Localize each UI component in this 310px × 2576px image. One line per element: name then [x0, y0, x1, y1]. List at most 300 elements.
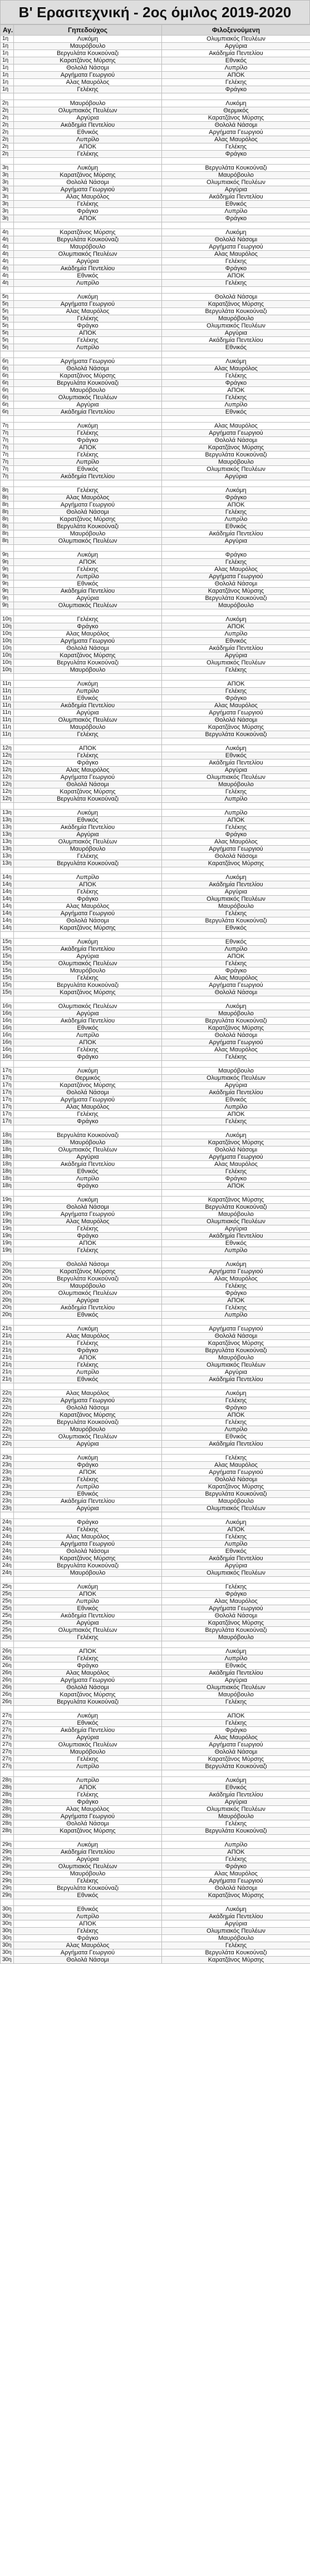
home-team-cell: Καρατζάνος Μύρσης [14, 1412, 162, 1419]
home-team-cell: Γελέκης [14, 1225, 162, 1233]
fixtures-table-head [1, 25, 310, 36]
round-cell: 23η [1, 1469, 14, 1476]
fixture-row [1, 179, 310, 186]
fixture-row [1, 1275, 310, 1283]
away-team-cell: Λυπρίλο [162, 1312, 310, 1319]
round-spacer-row [1, 416, 310, 423]
home-team-cell: Ακάδημία Πεντελίου [14, 1498, 162, 1505]
home-team-cell: Ολυμπιακός Πευλέων [14, 960, 162, 967]
home-team-cell: Ολυμπιακός Πευλέων [14, 1146, 162, 1154]
fixture-row [1, 1068, 310, 1075]
home-team-cell: Λυπρίλο [14, 280, 162, 287]
home-team-cell: Αργύρια [14, 1856, 162, 1863]
away-team-cell: Γελέκης [162, 688, 310, 695]
round-cell: 30η [1, 1949, 14, 1957]
away-team-cell: Εθνικός [162, 1662, 310, 1670]
round-cell: 9η [1, 588, 14, 595]
fixture-row [1, 523, 310, 530]
away-team-cell: Εθνικός [162, 344, 310, 351]
fixture-row [1, 982, 310, 989]
fixture-row [1, 1691, 310, 1699]
away-team-cell: Μαυρόβουλο [162, 1935, 310, 1942]
home-team-cell: Λυκόμη [14, 681, 162, 688]
fixture-row [1, 1225, 310, 1233]
spacer-cell [14, 416, 162, 423]
home-team-cell: Ολυμπιακός Πευλέων [14, 394, 162, 401]
away-team-cell: Γελέκης [162, 1419, 310, 1426]
away-team-cell: Καρατζάνος Μύρσης [162, 1620, 310, 1627]
home-team-cell: Λυπρίλο [14, 1175, 162, 1183]
away-team-cell: Αργήματα Γεωργιού [162, 982, 310, 989]
home-team-cell: Ακάδημία Πεντελίου [14, 824, 162, 831]
round-cell: 22η [1, 1397, 14, 1404]
fixture-row [1, 165, 310, 172]
fixture-row [1, 315, 310, 322]
home-team-cell: Ολυμπιακός Πευλέων [14, 251, 162, 258]
away-team-cell: Γελέκης [162, 1054, 310, 1061]
round-cell: 15η [1, 989, 14, 996]
fixture-row [1, 925, 310, 932]
round-cell: 5η [1, 315, 14, 322]
home-team-cell: Βεργυλάτα Κουκούναζι [14, 1885, 162, 1892]
away-team-cell: Φράγκο [162, 967, 310, 975]
home-team-cell: Αλας Μαυρόλος [14, 1533, 162, 1541]
spacer-cell [14, 1190, 162, 1197]
away-team-cell: ΑΠΟΚ [162, 1111, 310, 1118]
away-team-cell: Μαυρόβουλο [162, 172, 310, 179]
round-cell: 20η [1, 1275, 14, 1283]
away-team-cell: Αργύρια [162, 1562, 310, 1570]
home-team-cell: ΑΠΟΚ [14, 1039, 162, 1046]
fixture-row [1, 1591, 310, 1598]
fixture-row [1, 831, 310, 838]
home-team-cell: Καρατζάνος Μύρσης [14, 1828, 162, 1835]
home-team-cell: Γελέκης [14, 1756, 162, 1763]
fixture-row [1, 208, 310, 215]
round-cell: 5η [1, 322, 14, 330]
fixture-row [1, 236, 310, 244]
round-cell: 24η [1, 1533, 14, 1541]
spacer-cell [1, 1448, 14, 1455]
home-team-cell: Εθνικός [14, 1312, 162, 1319]
spacer-cell [14, 738, 162, 745]
away-team-cell: Μαυρόβουλο [162, 459, 310, 466]
round-cell: 14η [1, 874, 14, 881]
home-team-cell: Λυκόμη [14, 552, 162, 559]
home-team-cell: Αργήματα Γεωργιού [14, 72, 162, 79]
away-team-cell: Αργύρια [162, 330, 310, 337]
spacer-cell [1, 674, 14, 681]
round-cell: 28η [1, 1791, 14, 1799]
home-team-cell: Ακάδημία Πεντελίου [14, 1304, 162, 1312]
away-team-cell: Βεργυλάτα Κουκούναζι [162, 1491, 310, 1498]
home-team-cell: Φράγκο [14, 1054, 162, 1061]
away-team-cell: Θολολά Νάσομι [162, 1476, 310, 1483]
round-cell: 19η [1, 1247, 14, 1254]
home-team-cell: Καρατζάνος Μύρσης [14, 925, 162, 932]
fixture-row [1, 258, 310, 265]
round-cell: 10η [1, 638, 14, 645]
round-cell: 5η [1, 337, 14, 344]
spacer-cell [162, 1641, 310, 1648]
away-team-cell: Λυκόμη [162, 358, 310, 365]
fixture-row [1, 1054, 310, 1061]
away-team-cell: Ολυμπιακός Πευλέων [162, 1684, 310, 1691]
round-cell: 8η [1, 538, 14, 545]
home-team-cell: Καρατζάνος Μύρσης [14, 229, 162, 236]
fixture-row [1, 251, 310, 258]
round-cell: 13η [1, 838, 14, 846]
round-spacer-row [1, 222, 310, 229]
fixture-row [1, 953, 310, 960]
fixture-row [1, 1498, 310, 1505]
home-team-cell: Φράγκο [14, 623, 162, 631]
fixture-row [1, 1612, 310, 1620]
fixture-row [1, 1627, 310, 1634]
fixture-row [1, 1326, 310, 1333]
away-team-cell: Ολυμπιακός Πευλέων [162, 179, 310, 186]
home-team-cell: Γελέκης [14, 451, 162, 459]
home-team-cell: Ακάδημία Πεντελίου [14, 1161, 162, 1168]
spacer-cell [14, 867, 162, 874]
away-team-cell: Μαυρόβουλο [162, 781, 310, 788]
away-team-cell: Αλας Μαυρόλος [162, 1870, 310, 1878]
home-team-cell: Βεργυλάτα Κουκούναζι [14, 796, 162, 803]
fixture-row [1, 1526, 310, 1533]
round-spacer-row [1, 545, 310, 552]
away-team-cell: Εθνικός [162, 1433, 310, 1441]
away-team-cell: Αργύρια [162, 767, 310, 774]
home-team-cell: Αργήματα Γεωργιού [14, 186, 162, 193]
fixture-row [1, 1813, 310, 1820]
spacer-cell [1, 480, 14, 487]
away-team-cell: Αλας Μαυρόλος [162, 136, 310, 143]
round-cell: 20η [1, 1283, 14, 1290]
spacer-cell [162, 351, 310, 358]
home-team-cell: Καρατζάνος Μύρσης [14, 57, 162, 64]
away-team-cell: Γελέκης [162, 394, 310, 401]
away-team-cell: Αργύρια [162, 1799, 310, 1806]
round-spacer-row [1, 738, 310, 745]
fixture-row [1, 745, 310, 752]
home-team-cell: Λυκόμη [14, 423, 162, 430]
round-cell: 21η [1, 1369, 14, 1376]
round-cell: 14η [1, 917, 14, 925]
home-team-cell: Λυπρίλο [14, 1369, 162, 1376]
home-team-cell: Λυπρίλο [14, 1763, 162, 1770]
round-cell: 17η [1, 1089, 14, 1096]
fixture-row [1, 688, 310, 695]
home-team-cell: Φράγκο [14, 1935, 162, 1942]
round-cell: 28η [1, 1799, 14, 1806]
fixture-row [1, 709, 310, 717]
away-team-cell: Ακάδημία Πεντελίου [162, 1791, 310, 1799]
fixture-row [1, 530, 310, 538]
away-team-cell: Γελέκης [162, 280, 310, 287]
round-cell: 22η [1, 1404, 14, 1412]
fixture-row [1, 1161, 310, 1168]
fixture-row [1, 1297, 310, 1304]
fixture-row [1, 889, 310, 896]
away-team-cell: Γελέκης [162, 1304, 310, 1312]
away-team-cell: Αργήματα Γεωργιού [162, 1268, 310, 1275]
spacer-cell [1, 1641, 14, 1648]
spacer-cell [162, 1770, 310, 1777]
home-team-cell: Βεργυλάτα Κουκούναζι [14, 1275, 162, 1283]
round-cell: 10η [1, 667, 14, 674]
round-cell: 17η [1, 1111, 14, 1118]
home-team-cell: Θολολά Νάσομι [14, 179, 162, 186]
home-team-cell: Μαυρόβουλο [14, 1570, 162, 1577]
spacer-cell [162, 1125, 310, 1132]
round-cell: 4η [1, 236, 14, 244]
round-cell: 1η [1, 72, 14, 79]
round-cell: 19η [1, 1197, 14, 1204]
fixture-row [1, 1039, 310, 1046]
home-team-cell: Μαυρόβουλο [14, 1749, 162, 1756]
fixture-row [1, 1662, 310, 1670]
round-cell: 4η [1, 229, 14, 236]
home-team-cell: Θολολά Νάσομι [14, 509, 162, 516]
round-cell: 9η [1, 602, 14, 609]
fixture-row [1, 1791, 310, 1799]
fixture-row [1, 1906, 310, 1913]
fixture-row [1, 580, 310, 588]
home-team-cell: Γελέκης [14, 1046, 162, 1054]
home-team-cell: Εθνικός [14, 1491, 162, 1498]
home-team-cell: Αλας Μαυρόλος [14, 1670, 162, 1677]
home-team-cell: Λυκόμη [14, 36, 162, 43]
home-team-cell: Ολυμπιακός Πευλέων [14, 107, 162, 115]
away-team-cell: Φράγκο [162, 1404, 310, 1412]
fixture-row [1, 989, 310, 996]
home-team-cell: Φράγκο [14, 1519, 162, 1526]
home-team-cell: Γελέκης [14, 1111, 162, 1118]
round-cell: 14η [1, 881, 14, 889]
round-spacer-row [1, 351, 310, 358]
fixture-row [1, 107, 310, 115]
fixture-row [1, 502, 310, 509]
home-team-cell: Γελέκης [14, 975, 162, 982]
home-team-cell: Γελέκης [14, 1526, 162, 1533]
away-team-cell: Γελέκης [162, 258, 310, 265]
home-team-cell: Εθνικός [14, 817, 162, 824]
fixture-row [1, 444, 310, 451]
round-cell: 20η [1, 1297, 14, 1304]
away-team-cell: Γελέκης [162, 1820, 310, 1828]
round-spacer-row [1, 1125, 310, 1132]
round-spacer-row [1, 1448, 310, 1455]
away-team-cell: Φράγκο [162, 1175, 310, 1183]
round-cell: 4η [1, 251, 14, 258]
page-title-bar [0, 0, 310, 24]
round-cell: 29η [1, 1870, 14, 1878]
away-team-cell: Καρατζάνος Μύρσης [162, 115, 310, 122]
home-team-cell: Θολολά Νάσομι [14, 1404, 162, 1412]
fixture-row [1, 437, 310, 444]
away-team-cell: Λυπρίλο [162, 946, 310, 953]
round-cell: 27η [1, 1713, 14, 1720]
fixture-row [1, 1928, 310, 1935]
home-team-cell: ΑΠΟΚ [14, 1354, 162, 1362]
away-team-cell: Φράγκο [162, 1863, 310, 1870]
round-cell: 18η [1, 1161, 14, 1168]
home-team-cell: Γελέκης [14, 337, 162, 344]
fixture-row [1, 1806, 310, 1813]
header-row [1, 25, 310, 36]
away-team-cell: Εθνικός [162, 1096, 310, 1104]
fixture-row [1, 1283, 310, 1290]
round-cell: 16η [1, 1010, 14, 1018]
fixture-row [1, 72, 310, 79]
home-team-cell: Λυκόμη [14, 1197, 162, 1204]
home-team-cell: Βεργυλάτα Κουκούναζι [14, 380, 162, 387]
fixture-row [1, 1118, 310, 1125]
fixture-row [1, 423, 310, 430]
round-cell: 11η [1, 731, 14, 738]
round-cell: 12η [1, 788, 14, 796]
home-team-cell: Αργύρια [14, 1620, 162, 1627]
fixture-row [1, 1820, 310, 1828]
round-cell: 8η [1, 516, 14, 523]
away-team-cell: Εθνικός [162, 638, 310, 645]
round-cell: 1η [1, 57, 14, 64]
home-team-cell: Αργύρια [14, 953, 162, 960]
fixture-row [1, 1268, 310, 1275]
spacer-cell [162, 287, 310, 294]
away-team-cell: Αλας Μαυρόλος [162, 1734, 310, 1741]
home-team-cell: Γελέκης [14, 315, 162, 322]
round-cell: 29η [1, 1842, 14, 1849]
away-team-cell: Καρατζάνος Μύρσης [162, 1756, 310, 1763]
away-team-cell: Λυπρίλο [162, 1104, 310, 1111]
round-cell: 3η [1, 201, 14, 208]
away-team-cell: Αργήματα Γεωργιού [162, 709, 310, 717]
round-cell: 28η [1, 1777, 14, 1784]
away-team-cell: Αλας Μαυρόλος [162, 975, 310, 982]
spacer-cell [14, 545, 162, 552]
away-team-cell: Λυπρίλο [162, 1842, 310, 1849]
fixture-row [1, 229, 310, 236]
fixture-row [1, 1376, 310, 1383]
fixture-row [1, 1677, 310, 1684]
home-team-cell: Φράγκο [14, 1347, 162, 1354]
home-team-cell: Εθνικός [14, 1168, 162, 1175]
round-cell: 3η [1, 172, 14, 179]
away-team-cell: Γελέκης [162, 1533, 310, 1541]
fixture-row [1, 308, 310, 315]
round-cell: 19η [1, 1218, 14, 1225]
round-cell: 23η [1, 1483, 14, 1491]
fixture-row [1, 1082, 310, 1089]
round-spacer-row [1, 1254, 310, 1261]
away-team-cell: Αργήματα Γεωργιού [162, 1326, 310, 1333]
round-cell: 23η [1, 1476, 14, 1483]
spacer-cell [1, 1190, 14, 1197]
round-cell: 4η [1, 265, 14, 272]
home-team-cell: ΑΠΟΚ [14, 1920, 162, 1928]
away-team-cell: Αργύρια [162, 1082, 310, 1089]
spacer-cell [14, 1641, 162, 1648]
home-team-cell: Ολυμπιακός Πευλέων [14, 602, 162, 609]
fixture-row [1, 201, 310, 208]
round-cell: 12η [1, 781, 14, 788]
away-team-cell: Γελέκης [162, 824, 310, 831]
fixture-row [1, 1003, 310, 1010]
home-team-cell: Ακάδημία Πεντελίου [14, 122, 162, 129]
fixture-row [1, 473, 310, 480]
home-team-cell: Φράγκο [14, 760, 162, 767]
home-team-cell: ΑΠΟΚ [14, 559, 162, 566]
round-cell: 3η [1, 179, 14, 186]
fixture-row [1, 1555, 310, 1562]
round-cell: 6η [1, 380, 14, 387]
round-cell: 22η [1, 1426, 14, 1433]
home-team-cell: Γελέκης [14, 853, 162, 860]
round-cell: 3η [1, 208, 14, 215]
round-cell: 30η [1, 1942, 14, 1949]
round-cell: 2η [1, 115, 14, 122]
round-cell: 17η [1, 1104, 14, 1111]
home-team-cell: Εθνικός [14, 1906, 162, 1913]
spacer-cell [14, 1448, 162, 1455]
away-team-cell: Λυπρίλο [162, 208, 310, 215]
round-cell: 2η [1, 151, 14, 158]
round-cell: 16η [1, 1025, 14, 1032]
fixture-row [1, 1183, 310, 1190]
round-cell: 22η [1, 1390, 14, 1397]
round-cell: 11η [1, 702, 14, 709]
home-team-cell: Θολολά Νάσομι [14, 645, 162, 652]
away-team-cell: ΑΠΟΚ [162, 272, 310, 280]
away-team-cell: Λυκόμη [162, 1906, 310, 1913]
fixture-row [1, 1784, 310, 1791]
away-team-cell: Αλας Μαυρόλος [162, 1161, 310, 1168]
fixture-row [1, 509, 310, 516]
round-cell: 4η [1, 258, 14, 265]
round-cell: 17η [1, 1096, 14, 1104]
away-team-cell: Λυπρίλο [162, 64, 310, 72]
away-team-cell: Λυκόμη [162, 1132, 310, 1139]
fixture-row [1, 387, 310, 394]
spacer-cell [1, 1512, 14, 1519]
fixture-row [1, 1261, 310, 1268]
round-cell: 20η [1, 1268, 14, 1275]
home-team-cell: Ολυμπιακός Πευλέων [14, 717, 162, 724]
away-team-cell: Ολυμπιακός Πευλέων [162, 466, 310, 473]
home-team-cell: Γελέκης [14, 616, 162, 623]
fixture-row [1, 1935, 310, 1942]
round-spacer-row [1, 480, 310, 487]
fixture-row [1, 1620, 310, 1627]
home-team-cell: Γελέκης [14, 1655, 162, 1662]
home-team-cell: Βεργυλάτα Κουκούναζι [14, 1419, 162, 1426]
fixture-row [1, 1763, 310, 1770]
home-team-cell: Μαυρόβουλο [14, 244, 162, 251]
away-team-cell: Γελέκης [162, 960, 310, 967]
spacer-cell [14, 1254, 162, 1261]
round-cell: 23η [1, 1455, 14, 1462]
fixture-row [1, 1455, 310, 1462]
away-team-cell: ΑΠΟΚ [162, 817, 310, 824]
fixture-row [1, 1957, 310, 1964]
round-cell: 13η [1, 860, 14, 867]
home-team-cell: Αλας Μαυρόλος [14, 1390, 162, 1397]
fixture-row [1, 1426, 310, 1433]
fixture-row [1, 365, 310, 373]
round-cell: 11η [1, 695, 14, 702]
round-cell: 19η [1, 1233, 14, 1240]
